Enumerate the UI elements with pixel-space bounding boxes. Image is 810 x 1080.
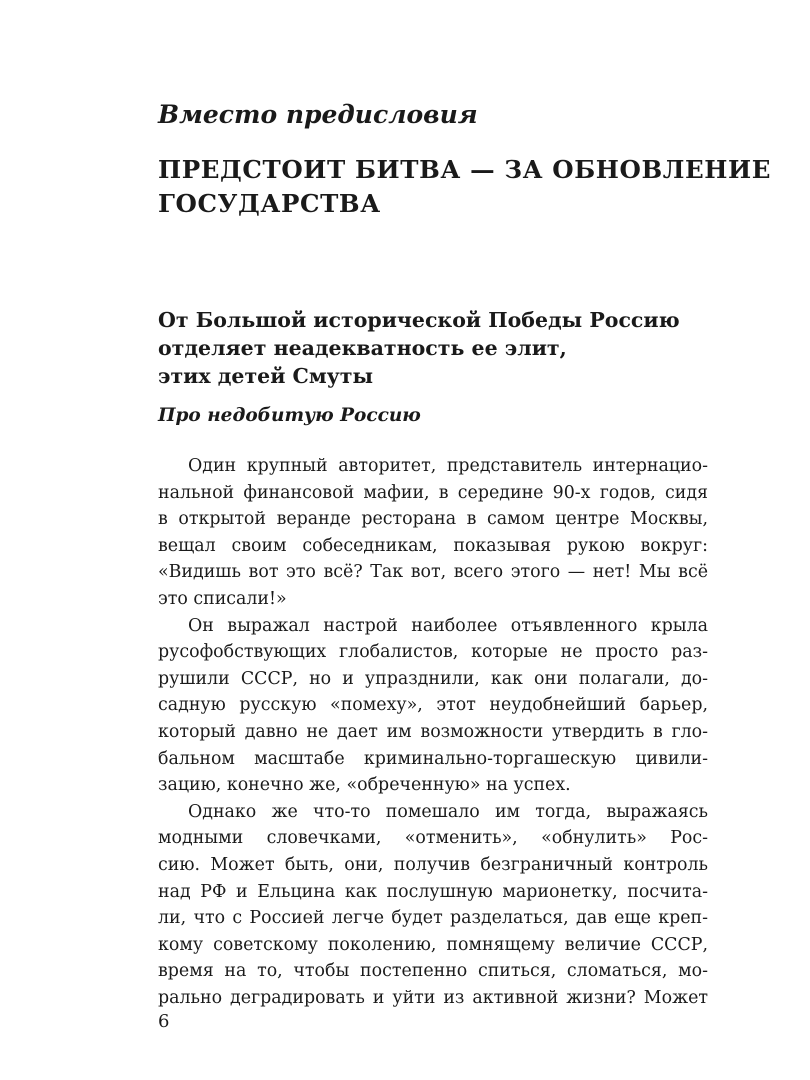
body-line: «Видишь вот это всё? Так вот, всего этого — нет! Мы всё xyxy=(158,562,708,583)
body-line: который давно не дает им возможности утвердить в гло- xyxy=(158,721,708,742)
body-line: бальном масштабе криминально-торгашескую цивили- xyxy=(158,748,708,769)
body-line: рально деградировать и уйти из активной жизни? Может xyxy=(158,987,708,1008)
body-line: садную русскую «помеху», этот неудобнейший барьер, xyxy=(158,695,708,716)
body-line: Он выражал настрой наиболее отъявленного крыла xyxy=(188,615,708,636)
body-line: сию. Может быть, они, получив безграничный контроль xyxy=(158,854,708,875)
chapter-title-line: ПРЕДСТОИТ БИТВА — ЗА ОБНОВЛЕНИЕ xyxy=(158,155,772,184)
body-line: русофобствующих глобалистов, которые не просто раз- xyxy=(158,642,708,663)
body-text xyxy=(158,453,708,1011)
body-line: кому советскому поколению, помнящему величие СССР, xyxy=(158,934,708,955)
subtitle-line: отделяет неадекватность ее элит, xyxy=(158,336,567,360)
body-line: это списали!» xyxy=(158,588,287,609)
body-line: модными словечками, «отменить», «обнулить» Рос- xyxy=(158,828,708,849)
section-subtitle xyxy=(158,306,680,390)
body-line: зацию, конечно же, «обреченную» на успех. xyxy=(158,775,571,796)
subtitle-line: От Большой исторической Победы Россию xyxy=(158,308,680,332)
body-line: ли, что с Россией легче будет разделаться, дав еще креп- xyxy=(158,908,708,929)
subtitle-line: этих детей Смуты xyxy=(158,364,374,388)
page-number: 6 xyxy=(158,1011,170,1032)
body-line: вещал своим собеседникам, показывая рукою вокруг: xyxy=(158,535,708,556)
section-label: Вместо предисловия xyxy=(158,100,478,129)
subsection-heading: Про недобитую Россию xyxy=(158,405,421,426)
body-line: над РФ и Ельцина как послушную марионетку, посчита- xyxy=(158,881,708,902)
chapter-title xyxy=(158,153,772,221)
body-line: рушили СССР, но и упразднили, как они полагали, до- xyxy=(158,668,708,689)
body-line: нальной финансовой мафии, в середине 90-х годов, сидя xyxy=(158,482,708,503)
body-line: время на то, чтобы постепенно спиться, сломаться, мо- xyxy=(158,961,708,982)
body-line: в открытой веранде ресторана в самом центре Москвы, xyxy=(158,509,708,530)
chapter-title-line: ГОСУДАРСТВА xyxy=(158,189,381,218)
book-page xyxy=(158,0,772,1080)
body-line: Один крупный авторитет, представитель интернацио- xyxy=(188,456,708,476)
body-line: Однако же что-то помешало им тогда, выражаясь xyxy=(188,801,708,822)
